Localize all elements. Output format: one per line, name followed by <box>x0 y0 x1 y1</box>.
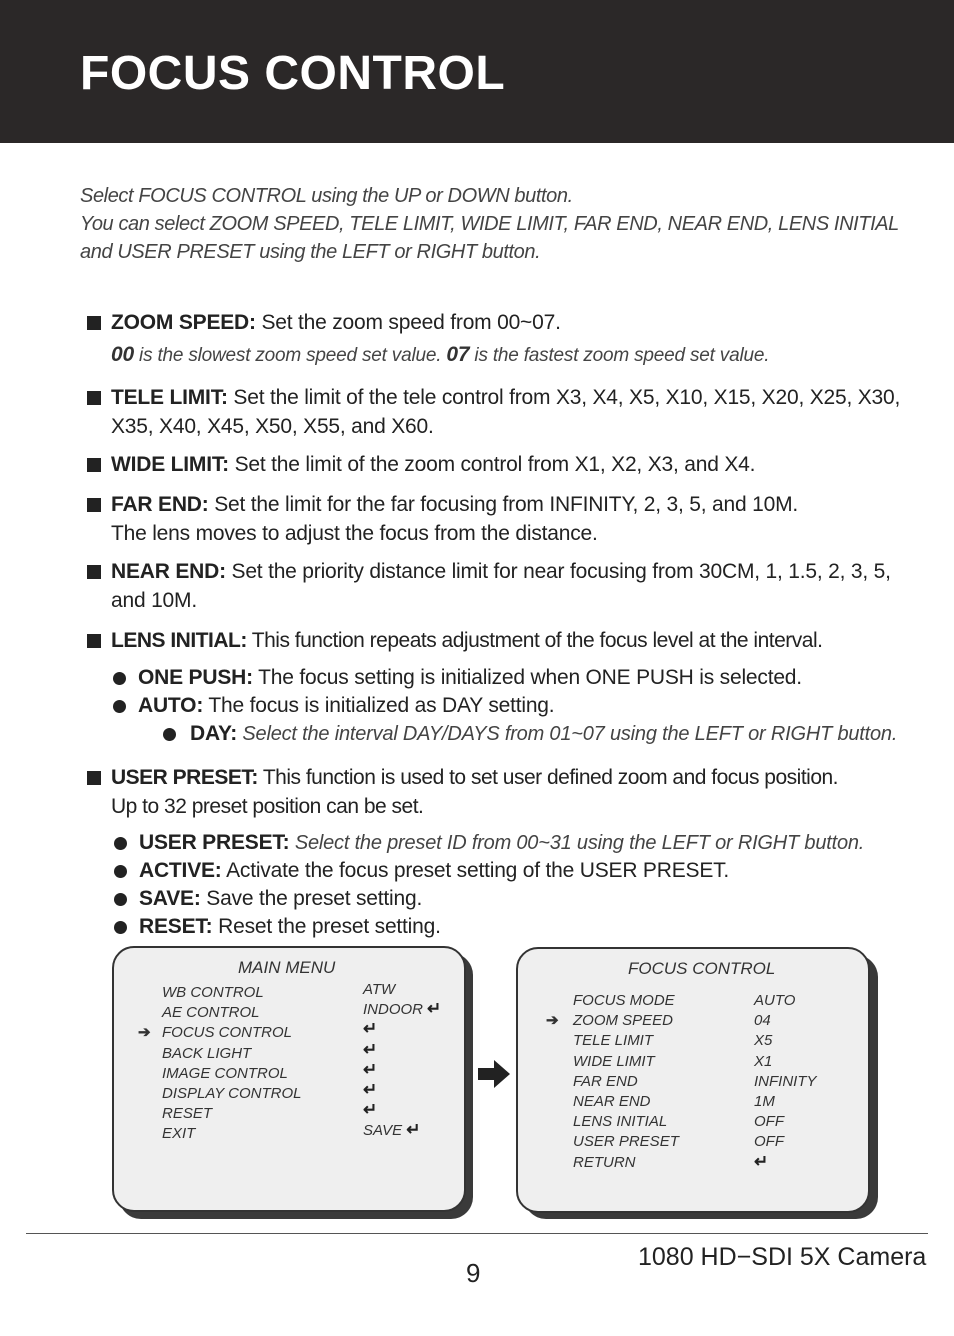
item-text: Set the limit for the far focusing from INFINITY, 2, 3, 5, and 10M. <box>208 493 799 516</box>
menu-item-value <box>754 1113 784 1130</box>
enter-icon: ↵ <box>363 1100 378 1120</box>
square-bullet-icon <box>87 771 101 785</box>
sub-label: RESET: <box>139 915 213 938</box>
sub-reset <box>114 913 441 941</box>
item-text: Set the limit of the tele control from X3, X4, X5, X10, X15, X20, X25, X30, X35, X40, X45, X50, X55, and X60. <box>111 386 901 438</box>
menu-value-text: 04 <box>754 1012 771 1030</box>
sub-label: AUTO: <box>138 694 204 717</box>
menu-value-text: INFINITY <box>754 1072 817 1090</box>
item-label: ZOOM SPEED: <box>111 311 256 334</box>
menu-item-value <box>363 1122 420 1139</box>
menu-value-text: 1M <box>754 1093 775 1110</box>
menu-item-value <box>363 1021 377 1038</box>
menu-item-value <box>363 1001 441 1018</box>
item-zoom-speed <box>87 308 907 370</box>
page-header <box>0 0 954 143</box>
sub-label: ONE PUSH: <box>138 666 253 689</box>
square-bullet-icon <box>87 634 101 648</box>
item-user-preset <box>87 763 927 821</box>
menu-item-value <box>754 1053 772 1070</box>
enter-icon: ↵ <box>363 1039 378 1059</box>
item-label: TELE LIMIT: <box>111 386 228 409</box>
intro-line: and USER PRESET using the LEFT or RIGHT button. <box>80 241 541 263</box>
menu-item-label: AE CONTROL <box>162 1004 260 1022</box>
menu-item-label: BACK LIGHT <box>162 1044 252 1062</box>
sub-text: Activate the focus preset setting of the USER PRESET. <box>221 859 730 882</box>
menu-item-value <box>754 1073 817 1090</box>
round-bullet-icon <box>114 921 127 934</box>
enter-icon: ↵ <box>406 1120 421 1140</box>
sub-one-push <box>113 664 802 692</box>
menu-item-value <box>363 1102 377 1119</box>
menu-item-label: WIDE LIMIT <box>573 1052 655 1070</box>
menu-value-text: OFF <box>754 1113 784 1131</box>
item-tele-limit <box>87 383 907 441</box>
intro-text <box>80 182 920 266</box>
menu-item-label: RESET <box>162 1105 213 1123</box>
sub-label: DAY: <box>190 722 238 745</box>
sub-text: Reset the preset setting. <box>212 915 441 938</box>
menu-item-label: NEAR END <box>573 1093 651 1110</box>
menu-item-label: FOCUS CONTROL <box>162 1024 293 1042</box>
note-value: 07 <box>446 343 470 366</box>
note-value: 00 <box>111 343 134 366</box>
menu-item-value <box>363 1039 378 1059</box>
menu-item-label: LENS INITIAL <box>573 1113 668 1131</box>
round-bullet-icon <box>114 865 127 878</box>
enter-icon: ↵ <box>363 1059 378 1079</box>
round-bullet-icon <box>114 837 127 850</box>
item-lens-initial <box>87 626 927 655</box>
product-name: 1080 HD−SDI 5X Camera <box>638 1243 927 1271</box>
intro-line: Select FOCUS CONTROL using the UP or DOWN button. <box>80 185 573 207</box>
note-text: is the slowest zoom speed set value. <box>133 345 447 366</box>
round-bullet-icon <box>114 893 127 906</box>
menu-title: FOCUS CONTROL <box>628 959 776 978</box>
item-text: Set the zoom speed from 00~07. <box>255 311 561 334</box>
note-text: is the fastest zoom speed set value. <box>469 345 770 366</box>
sub-label: SAVE: <box>139 887 201 910</box>
page-title: FOCUS CONTROL <box>80 47 506 100</box>
menu-item-value <box>754 1032 772 1049</box>
menu-item-label: FOCUS MODE <box>573 992 675 1009</box>
sub-user-preset <box>114 829 864 857</box>
menu-item-value <box>754 1133 784 1150</box>
menu-item-value <box>363 981 395 998</box>
menu-item-label: WB CONTROL <box>162 984 264 1001</box>
round-bullet-icon <box>163 728 176 741</box>
square-bullet-icon <box>87 498 101 512</box>
menu-value-text: X1 <box>754 1052 773 1070</box>
menu-value-text: AUTO <box>754 992 796 1009</box>
intro-line: You can select ZOOM SPEED, TELE LIMIT, WIDE LIMIT, FAR END, NEAR END, LENS INITIAL <box>80 213 899 235</box>
sub-text: Save the preset setting. <box>200 887 423 910</box>
menu-value-text: SAVE <box>363 1122 403 1140</box>
sub-label: ACTIVE: <box>139 859 222 882</box>
menu-item-value <box>363 1059 378 1079</box>
focus-control-osd <box>516 947 870 1213</box>
menu-item-value <box>754 1012 771 1029</box>
item-label: LENS INITIAL: <box>111 629 247 652</box>
menu-item-value <box>754 1151 769 1171</box>
item-text: Set the priority distance limit for near focusing from 30CM, 1, 1.5, 2, 3, 5, and 10M. <box>111 560 891 612</box>
item-far-end <box>87 490 907 548</box>
round-bullet-icon <box>113 700 126 713</box>
menu-value-text: ATW <box>363 981 396 998</box>
menu-item-label: ZOOM SPEED <box>573 1012 674 1030</box>
item-text: This function is used to set user defined zoom and focus position. <box>257 766 839 789</box>
item-text-2: The lens moves to adjust the focus from the distance. <box>111 522 598 545</box>
footer-divider <box>26 1233 928 1234</box>
enter-icon: ↵ <box>754 1151 769 1171</box>
menu-item-label: FAR END <box>573 1072 638 1090</box>
item-wide-limit <box>87 450 907 479</box>
sub-day <box>163 720 897 748</box>
item-near-end <box>87 557 907 615</box>
sub-active <box>114 857 729 885</box>
menu-item-label: USER PRESET <box>573 1133 679 1151</box>
sub-text: Select the interval DAY/DAYS from 01~07 using the LEFT or RIGHT button. <box>237 723 898 745</box>
item-label: FAR END: <box>111 493 209 516</box>
sub-auto <box>113 692 554 720</box>
menu-item-label: EXIT <box>162 1125 196 1143</box>
menu-item-label: RETURN <box>573 1153 636 1171</box>
selection-arrow-icon: ➔ <box>138 1024 151 1042</box>
sub-save <box>114 885 422 913</box>
main-menu-osd <box>112 946 466 1212</box>
sub-text: Select the preset ID from 00~31 using the LEFT or RIGHT button. <box>289 832 865 854</box>
item-text: This function repeats adjustment of the focus level at the interval. <box>246 629 823 652</box>
right-arrow-icon <box>478 1060 510 1088</box>
menu-item-value <box>754 1093 775 1110</box>
menu-item-value <box>754 992 795 1009</box>
menu-item-label: IMAGE CONTROL <box>162 1064 288 1082</box>
enter-icon: ↵ <box>363 1080 378 1099</box>
menu-item-label: TELE LIMIT <box>573 1032 654 1050</box>
menu-item-label: DISPLAY CONTROL <box>162 1085 302 1102</box>
square-bullet-icon <box>87 565 101 579</box>
square-bullet-icon <box>87 458 101 472</box>
item-text-2: Up to 32 preset position can be set. <box>111 795 424 818</box>
selection-arrow-icon: ➔ <box>546 1012 559 1030</box>
menu-title: MAIN MENU <box>238 958 336 977</box>
square-bullet-icon <box>87 316 101 330</box>
menu-value-text: OFF <box>754 1133 784 1151</box>
item-text: Set the limit of the zoom control from X1, X2, X3, and X4. <box>228 453 756 476</box>
sub-text: The focus setting is initialized when ONE PUSH is selected. <box>252 666 802 689</box>
item-note <box>111 340 907 370</box>
enter-icon: ↵ <box>363 1019 378 1039</box>
enter-icon: ↵ <box>427 999 442 1019</box>
sub-label: USER PRESET: <box>139 831 290 854</box>
menu-value-text: X5 <box>754 1032 773 1050</box>
item-label: NEAR END: <box>111 560 226 583</box>
menu-item-value <box>363 1082 377 1099</box>
item-label: WIDE LIMIT: <box>111 453 229 476</box>
sub-text: The focus is initialized as DAY setting. <box>203 694 555 717</box>
menu-value-text: INDOOR <box>363 1001 423 1019</box>
page-number: 9 <box>466 1258 481 1288</box>
round-bullet-icon <box>113 672 126 685</box>
item-label: USER PRESET: <box>111 766 258 789</box>
square-bullet-icon <box>87 391 101 405</box>
